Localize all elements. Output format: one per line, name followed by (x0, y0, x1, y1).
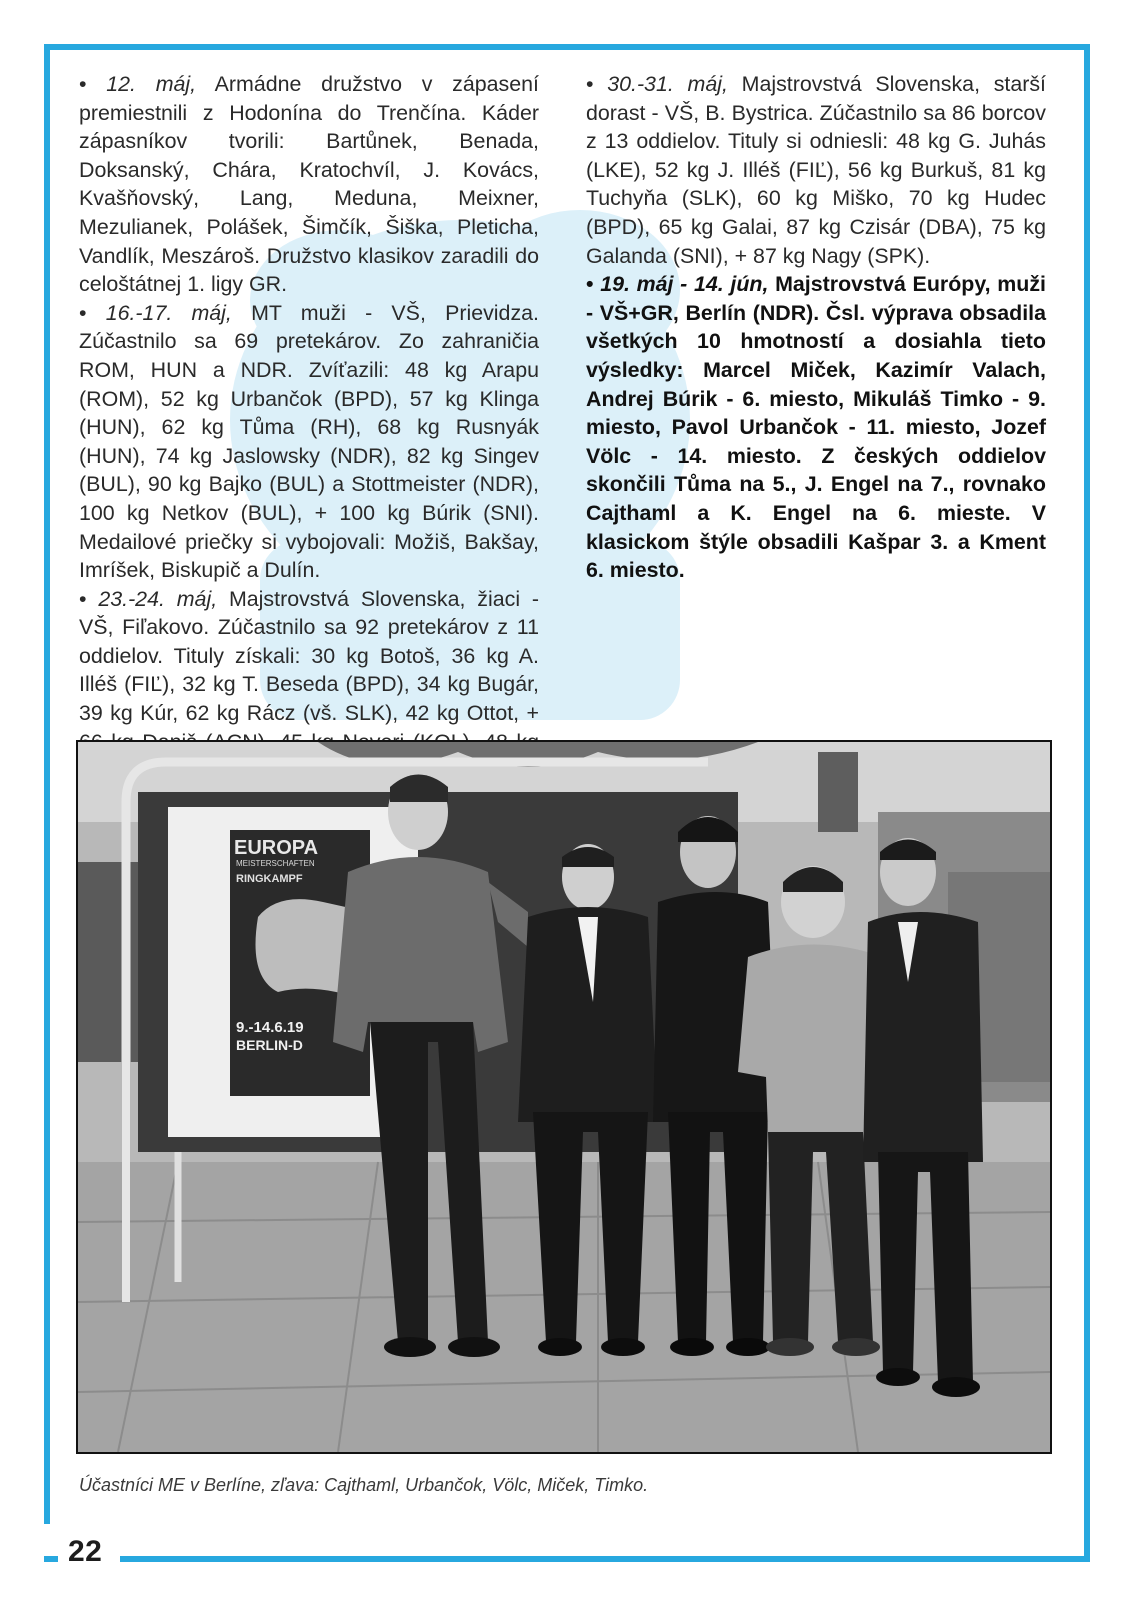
text-column-right (586, 70, 1046, 585)
event-date: 16.-17. máj, (105, 300, 232, 325)
paragraph-european-championship (586, 270, 1046, 585)
bullet: • (79, 300, 87, 325)
event-text: Armádne družstvo v zápasení premiestnili z Hodonína do Trenčína. Káder zápasníkov tvorili: Bartůnek, Benada, Doksanský, Chára, Kratochvíl, J. Kovács, Kvašňovský, Lang, Meduna, Meixner, Mezulianek, Polášek, Šimčík, Šiška, Pleticha, Vandlík, Meszároš. Družstvo klasikov zaradili do celoštátnej 1. ligy GR. (79, 72, 539, 297)
page-frame-top (44, 44, 1090, 50)
poster-subtitle: MEISTERSCHAFTEN (236, 859, 315, 868)
photo-caption: Účastníci ME v Berlíne, zľava: Cajthaml, Urbančok, Völc, Miček, Timko. (79, 1475, 649, 1495)
page-frame-right (1084, 44, 1090, 1562)
bullet: • (586, 72, 594, 96)
poster-subtitle-2: RINGKAMPF (236, 873, 303, 885)
event-text: MT muži - VŠ, Prievidza. Zúčastnilo sa 69 pretekárov. Zo zahraničia ROM, HUN a NDR. Zvíťazili: 48 kg Arapu (ROM), 52 kg Urbančok (BPD), 57 kg Klinga (HUN), 62 kg Tůma (RH), 68 kg Rusnyák (HUN), 74 kg Jaslowsky (NDR), 82 kg Singev (BUL), 90 kg Bajko (BUL) a Stottmeister (NDR), 100 kg Netkov (BUL), + 100 kg Búrik (SNI). Medailové priečky si vybojovali: Možiš, Bakšay, Imríšek, Biskupič a Dulín. (79, 300, 539, 583)
bullet: • (586, 272, 594, 297)
team-photo (76, 740, 1052, 1454)
team-photo-drawing (78, 742, 1050, 1452)
poster-title: EUROPA (234, 837, 319, 859)
paragraph-may-16-17 (79, 299, 539, 585)
bullet: • (79, 586, 87, 611)
event-date: 23.-24. máj, (98, 586, 218, 611)
page-frame-bottom (120, 1556, 1090, 1562)
event-text: Majstrovstvá Slovenska, starší dorast - VŠ, B. Bystrica. Zúčastnilo sa 86 borcov z 13 oddielov. Tituly si odniesli: 48 kg G. Juhás (LKE), 52 kg J. Illéš (FIĽ), 56 kg Burkuš, 81 kg Tuchyňa (SLK), 60 kg Miško, 70 kg Hudec (BPD), 65 kg Galai, 87 kg Czisár (DBA), 75 kg Galanda (SNI), + 87 kg Nagy (SPK). (586, 72, 1047, 268)
paragraph-may-30-31 (586, 70, 1046, 270)
event-date: 19. máj - 14. jún, (600, 272, 769, 297)
page-number: 22 (68, 1535, 103, 1568)
page-frame-left (44, 44, 50, 1524)
poster-dates: 9.-14.6.19 (236, 1019, 304, 1036)
page-frame-bottom-left (44, 1556, 58, 1562)
event-date: 12. máj, (106, 72, 197, 96)
event-date: 30.-31. máj, (607, 72, 728, 96)
text-column-left (79, 70, 539, 842)
event-text: Majstrovstvá Slovenska, žiaci - VŠ, Fiľakovo. Zúčastnilo sa 92 pretekárov z 11 oddielov. Tituly získali: 30 kg Botoš, 36 kg A. Illéš (FIĽ), 32 kg T. Beseda (BPD), 34 kg Bugár, 39 kg Kúr, 62 kg Rácz (vš. SLK), 42 kg Ottot, + (79, 586, 540, 726)
bullet: • (79, 72, 87, 96)
paragraph-may-12 (79, 70, 539, 299)
poster-city: BERLIN-D (236, 1037, 303, 1053)
event-text: Majstrovstvá Európy, muži - VŠ+GR, Berlín (NDR). Čsl. výprava obsadila všetkých 10 hmotností a dosiahla tieto výsledky: Marcel Miček, Kazimír Valach, Andrej Búrik - 6. miesto, Mikuláš Timko - 9. miesto, Pavol Urbančok - 11. miesto, Jozef Völc - 14. miesto. Z českých oddielov skončili Tůma na 5., J. Engel na 7., rovnako Cajthaml a K. Engel na 6. mieste. V klasickom štýle obsadili Kašpar 3. a Kment 6. miesto. (586, 272, 1046, 583)
